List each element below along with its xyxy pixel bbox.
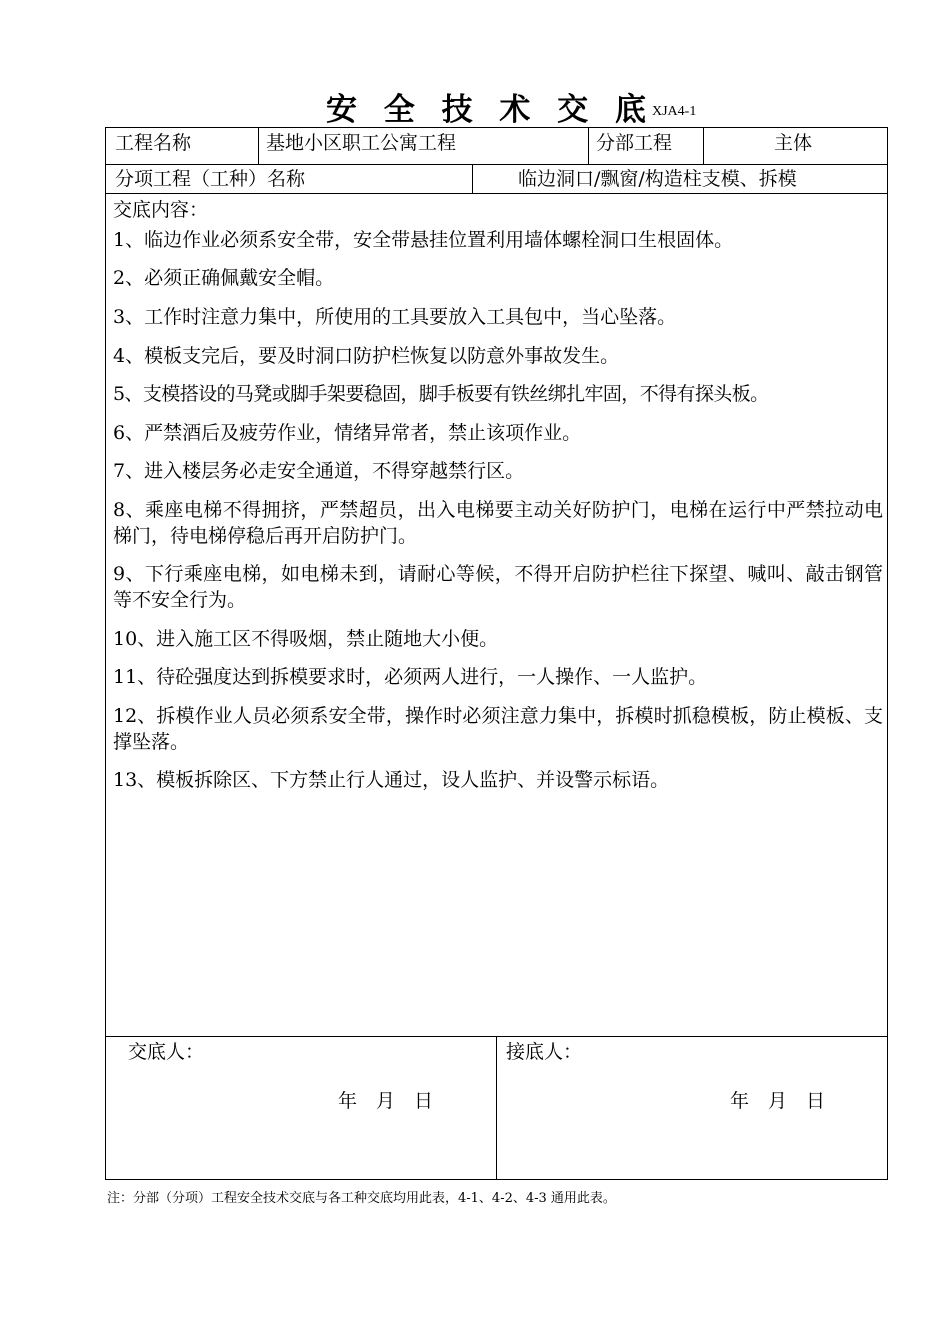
receiver-label: 接底人：: [506, 1041, 583, 1063]
row1-bottom-line: [105, 164, 888, 165]
content-item-4: 4、模板支完后，要及时洞口防护栏恢复以防意外事故发生。: [113, 344, 620, 367]
project-name-label: 工程名称: [115, 132, 192, 154]
row1-divider-1: [258, 127, 259, 164]
subitem-label: 分项工程（工种）名称: [115, 168, 306, 190]
content-item-11: 11、待砼强度达到拆模要求时，必须两人进行，一人操作、一人监护。: [113, 666, 708, 689]
content-item-1: 1、临边作业必须系安全带，安全带悬挂位置利用墙体螺栓洞口生根固体。: [113, 228, 734, 251]
content-item-13: 13、模板拆除区、下方禁止行人通过，设人监护、并设警示标语。: [113, 769, 670, 792]
content-item-8: 8、乘座电梯不得拥挤，严禁超员，出入电梯要主动关好防护门，电梯在运行中严禁拉动电梯门，待电梯停稳后再开启防护门。: [113, 499, 883, 547]
row1-divider-2: [588, 127, 589, 164]
content-item-5: 5、支模搭设的马凳或脚手架要稳固，脚手板要有铁丝绑扎牢固，不得有探头板。: [113, 383, 769, 406]
division-label: 分部工程: [596, 132, 673, 154]
content-item-12: 12、拆模作业人员必须系安全带，操作时必须注意力集中，拆模时抓稳模板，防止模板、支撑坠落。: [113, 704, 883, 753]
project-name-value: 基地小区职工公寓工程: [266, 132, 457, 154]
row2-divider: [472, 164, 473, 193]
page-title: 安 全 技 术 交 底: [326, 92, 654, 128]
content-heading: 交底内容：: [113, 199, 209, 221]
content-item-6: 6、严禁酒后及疲劳作业，情绪异常者，禁止该项作业。: [113, 421, 582, 444]
giver-date: 年 月 日: [338, 1090, 434, 1112]
receiver-date: 年 月 日: [730, 1090, 826, 1112]
disclosure-content: [113, 198, 883, 807]
division-value: 主体: [774, 132, 813, 154]
footnote: 注：分部（分项）工程安全技术交底与各工种交底均用此表，4-1、4-2、4-3 通用此表。: [107, 1191, 616, 1206]
content-item-2: 2、必须正确佩戴安全帽。: [113, 267, 335, 290]
row2-bottom-line: [105, 193, 888, 194]
content-item-9: 9、下行乘座电梯，如电梯未到，请耐心等候，不得开启防护栏往下探望、喊叫、敲击钢管等不安全行为。: [113, 563, 883, 612]
row1-divider-3: [703, 127, 704, 164]
content-item-10: 10、进入施工区不得吸烟，禁止随地大小便。: [113, 627, 499, 650]
content-item-3: 3、工作时注意力集中，所使用的工具要放入工具包中，当心坠落。: [113, 305, 677, 328]
giver-label: 交底人：: [128, 1041, 205, 1063]
form-code: XJA4-1: [652, 104, 697, 119]
content-item-7: 7、进入楼层务必走安全通道，不得穿越禁行区。: [113, 460, 525, 483]
subitem-value: 临边洞口/飘窗/构造柱支模、拆模: [518, 168, 797, 190]
signature-divider: [496, 1036, 497, 1180]
